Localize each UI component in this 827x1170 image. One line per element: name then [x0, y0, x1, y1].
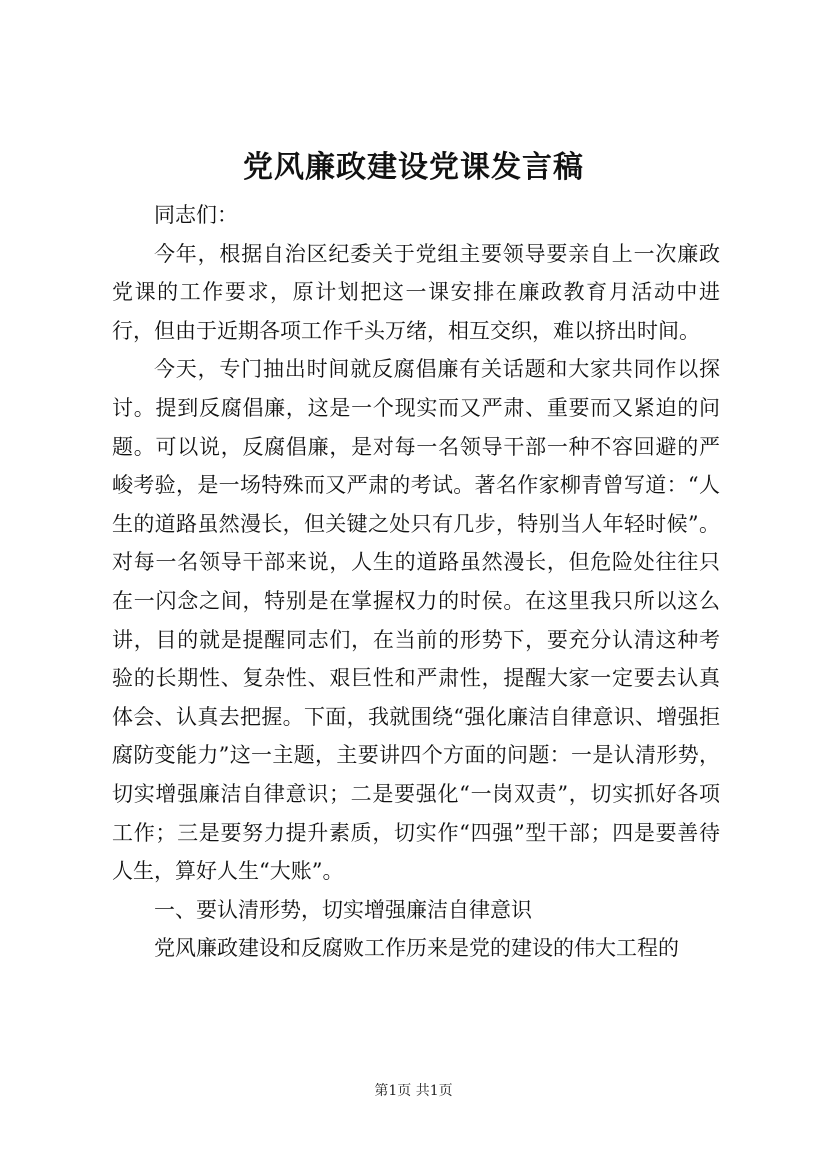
paragraph-section-1: 党风廉政建设和反腐败工作历来是党的建设的伟大工程的 [154, 936, 679, 961]
document-title: 党风廉政建设党课发言稿 [243, 150, 584, 185]
paragraph-intro: 今年，根据自治区纪委关于党组主要领导要亲自上一次廉政党课的工作要求，原计划把这一课安排在廉政教育月活动中进行，但由于近期各项工作千头万绪，相互交织，难以挤出时间。 [112, 241, 720, 343]
page-footer: 第1页 共1页 [374, 1083, 453, 1099]
document-body [112, 196, 720, 968]
salutation: 同志们： [154, 203, 238, 227]
paragraph-main: 今天，专门抽出时间就反腐倡廉有关话题和大家共同作以探讨。提到反腐倡廉，这是一个现实而又严肃、重要而又紧迫的问题。可以说，反腐倡廉，是对每一名领导干部一种不容回避的严峻考验，是一场特殊而又严肃的考试。著名作家柳青曾写道：“人生的道路虽然漫长，但关键之处只有几步，特别当人年轻时候”。对每一名领导干部来说，人生的道路虽然漫长，但危险处往往只在一闪念之间，特别是在掌握权力的时侯。在这里我只所以这么讲，目的就是提醒同志们，在当前的形势下，要充分认清这种考验的长期性、复杂性、艰巨性和严肃性，提醒大家一定要去认真体会、认真去把握。下面，我就围绕“强化廉洁自律意识、增强拒腐防变能力”这一主题，主要讲四个方面的问题：一是认清形势，切实增强廉洁自律意识；二是要强化“一岗双责”，切实抓好各项工作；三是要努力提升素质，切实作“四强”型干部；四是要善待人生，算好人生“大账”。 [112, 357, 720, 884]
section-heading-1: 一、要认清形势，切实增强廉洁自律意识 [154, 897, 532, 922]
